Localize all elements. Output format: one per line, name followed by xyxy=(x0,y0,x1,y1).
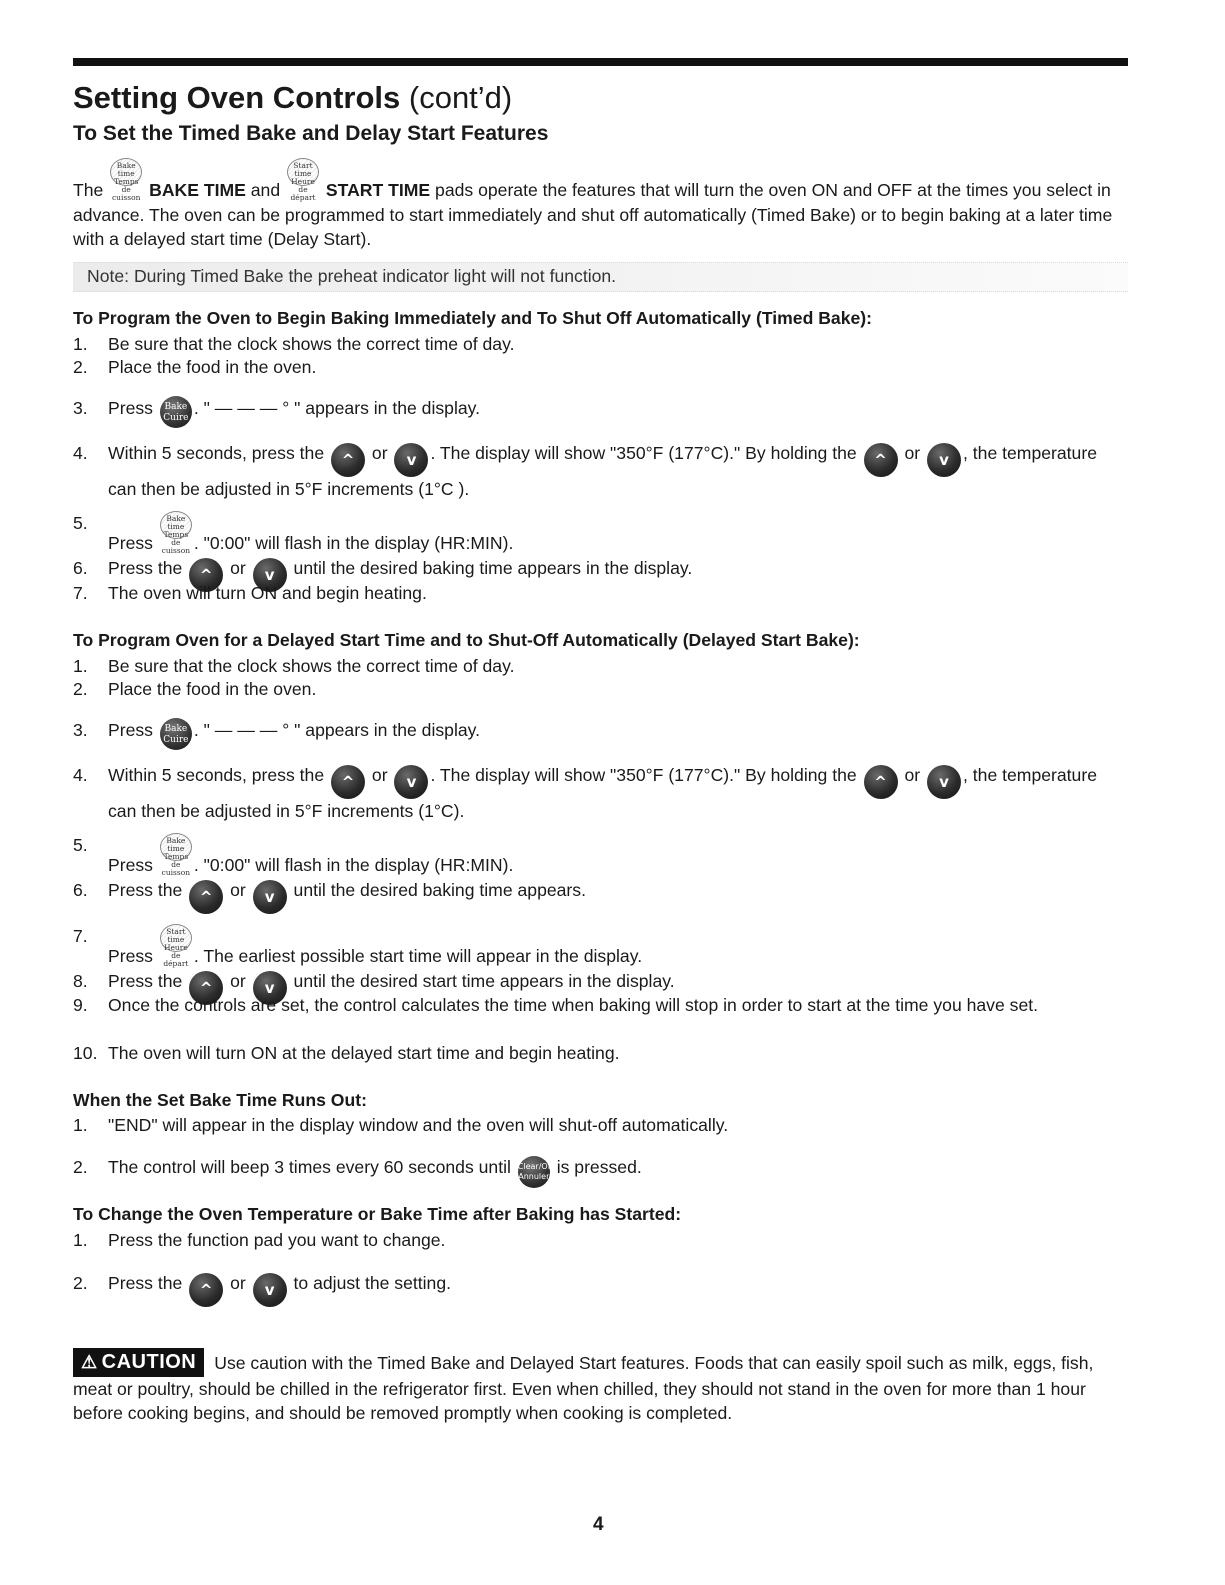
down-arrow-icon: v xyxy=(394,443,428,477)
start-time-icon: Start time Heure de départ xyxy=(160,924,192,952)
down-arrow-icon: v xyxy=(253,1273,287,1307)
bake-icon: Bake Cuire xyxy=(160,718,192,750)
up-arrow-icon: ^ xyxy=(331,443,365,477)
up-arrow-icon: ^ xyxy=(331,765,365,799)
delayed-start-heading: To Program Oven for a Delayed Start Time and to Shut-Off Automatically (Delayed Start Bake): xyxy=(73,630,860,650)
bake-icon: Bake Cuire xyxy=(160,396,192,428)
warning-icon: ⚠ xyxy=(81,1352,98,1372)
up-arrow-icon: ^ xyxy=(189,558,223,592)
up-arrow-icon: ^ xyxy=(189,1273,223,1307)
page-title: Setting Oven Controls (cont’d) xyxy=(73,80,513,115)
note-bar xyxy=(73,262,1128,292)
up-arrow-icon: ^ xyxy=(189,971,223,1005)
down-arrow-icon: v xyxy=(927,443,961,477)
intro-paragraph: The Bake time Temps de cuisson BAKE TIME and Start time Heure de départ START TIME pads operate the features that will turn the oven ON and OFF at the times you select in advance. The oven can be programmed to start immediately and shut off automatically (Timed Bake) or to begin baking at a later time with a delayed start time (Delay Start). xyxy=(73,158,1128,252)
caution-paragraph: ⚠ CAUTION Use caution with the Timed Bake and Delayed Start features. Foods that can easily spoil such as milk, eggs, fish, meat or poultry, should be chilled in the refrigerator first. Even when chilled, they should not stand in the oven for more than 1 hour before cooking begins, and should be removed promptly when cooking is completed. xyxy=(73,1348,1128,1426)
down-arrow-icon: v xyxy=(253,558,287,592)
timed-bake-heading: To Program the Oven to Begin Baking Immediately and To Shut Off Automatically (Timed Bake): xyxy=(73,308,872,328)
up-arrow-icon: ^ xyxy=(189,880,223,914)
note-text: Note: During Timed Bake the preheat indicator light will not function. xyxy=(87,266,617,286)
bake-time-icon: Bake time Temps de cuisson xyxy=(160,511,192,539)
down-arrow-icon: v xyxy=(927,765,961,799)
down-arrow-icon: v xyxy=(253,880,287,914)
change-heading: To Change the Oven Temperature or Bake Time after Baking has Started: xyxy=(73,1204,682,1224)
up-arrow-icon: ^ xyxy=(864,443,898,477)
bake-time-icon: Bake time Temps de cuisson xyxy=(160,833,192,861)
clear-off-icon: Clear/Off Annuler xyxy=(518,1156,550,1188)
down-arrow-icon: v xyxy=(394,765,428,799)
down-arrow-icon: v xyxy=(253,971,287,1005)
start-time-icon: Start time Heure de départ xyxy=(287,158,319,186)
section-subtitle: To Set the Timed Bake and Delay Start Features xyxy=(73,122,549,145)
caution-badge: ⚠ CAUTION xyxy=(73,1348,204,1377)
bake-time-icon: Bake time Temps de cuisson xyxy=(110,158,142,186)
page-number: 4 xyxy=(593,1514,604,1535)
top-rule xyxy=(73,58,1128,66)
runs-out-heading: When the Set Bake Time Runs Out: xyxy=(73,1090,367,1110)
up-arrow-icon: ^ xyxy=(864,765,898,799)
